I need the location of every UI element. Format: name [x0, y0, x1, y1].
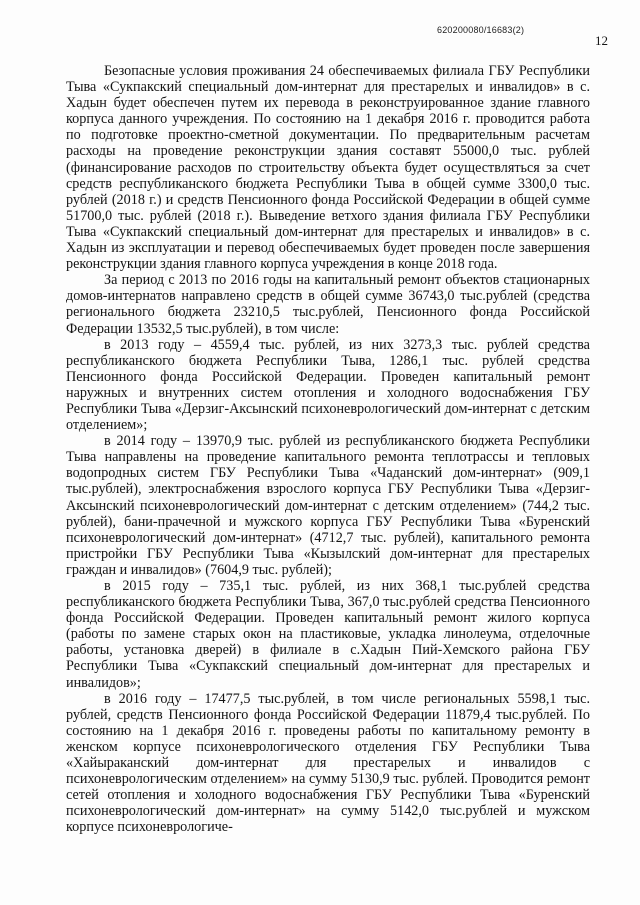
paragraph-2015: в 2015 году – 735,1 тыс. рублей, из них 368,1 тыс.рублей средства республиканского бюджета Республики Тыва, 367,0 тыс.рублей средства Пенсионного фонда Российской Федерации. Проведен капитальный ремонт жилого корпуса (работы по замене старых окон на пластиковые, укладка линолеума, отделочные работы, установка дверей) в филиале в с.Хадын Пий-Хемского района ГБУ Республики Тыва «Сукпакский специальный дом-интернат для престарелых и инвалидов»;	[66, 578, 590, 691]
page-number: 12	[595, 33, 608, 48]
body-text	[66, 63, 590, 836]
document-code: 620200080/16683(2)	[437, 25, 525, 35]
paragraph-reconstruction: Безопасные условия проживания 24 обеспечиваемых филиала ГБУ Республики Тыва «Сукпакский специальный дом-интернат для престарелых и инвалидов» в с. Хадын будет обеспечен путем их перевода в реконструированное здание главного корпуса данного учреждения. По состоянию на 1 декабря 2016 г. проводится работа по подготовке проектно-сметной документации. По предварительным расчетам расходы на проведение реконструкции здания составят 55000,0 тыс. рублей (финансирование расходов по строительству объекта будет осуществляться за счет средств республиканского бюджета Республики Тыва в общей сумме 3300,0 тыс. рублей (2018 г.) и средств Пенсионного фонда Российской Федерации в общей сумме 51700,0 тыс. рублей (2018 г.). Выведение ветхого здания филиала ГБУ Республики Тыва «Сукпакский специальный дом-интернат для престарелых и инвалидов» в с. Хадын из эксплуатации и перевод обеспечиваемых будет проведен после завершения реконструкции здания главного корпуса учреждения в конце 2018 года.	[66, 63, 590, 273]
paragraph-2014: в 2014 году – 13970,9 тыс. рублей из республиканского бюджета Республики Тыва направлены на проведение капитального ремонта теплотрассы и тепловых водопродных систем ГБУ Республики Тыва «Чаданский дом-интернат» (909,1 тыс.рублей), электроснабжения взрослого корпуса ГБУ Республики Тыва «Дерзиг-Аксынский психоневрологический дом-интернат с детским отделением» (744,2 тыс. рублей), бани-прачечной и мужского корпуса ГБУ Республики Тыва «Буренский психоневрологический дом-интернат» (4712,7 тыс. рублей), капитального ремонта пристройки ГБУ Республики Тыва «Кызылский дом-интернат для престарелых граждан и инвалидов» (7604,9 тыс. рублей);	[66, 433, 590, 578]
paragraph-2013: в 2013 году – 4559,4 тыс. рублей, из них 3273,3 тыс. рублей средства республиканского бюджета Республики Тыва, 1286,1 тыс. рублей средства Пенсионного фонда Российской Федерации. Проведен капитальный ремонт наружных и внутренних систем отопления и холодного водоснабжения ГБУ Республики Тыва «Дерзиг-Аксынский психоневрологический дом-интернат с детским отделением»;	[66, 336, 590, 434]
paragraph-period-summary: За период с 2013 по 2016 годы на капитальный ремонт объектов стационарных домов-интернатов направлено средств в общей сумме 36743,0 тыс.рублей (средства регионального бюджета 23210,5 тыс.рублей, Пенсионного фонда Российской Федерации 13532,5 тыс.рублей), в том числе:	[66, 272, 590, 337]
paragraph-2016: в 2016 году – 17477,5 тыс.рублей, в том числе региональных 5598,1 тыс. рублей, средств Пенсионного фонда Российской Федерации 11879,4 тыс.рублей. По состоянию на 1 декабря 2016 г. проведены работы по капитальному ремонту в женском корпусе психоневрологического отделения ГБУ Республики Тыва «Хайыраканский дом-интернат для престарелых и инвалидов с психоневрологическим отделением» на сумму 5130,9 тыс. рублей. Проводится ремонт сетей отопления и холодного водоснабжения ГБУ Республики Тыва «Буренский психоневрологический дом-интернат» на сумму 5142,0 тыс.рублей и мужском корпусе психоневрологиче-	[66, 690, 590, 836]
